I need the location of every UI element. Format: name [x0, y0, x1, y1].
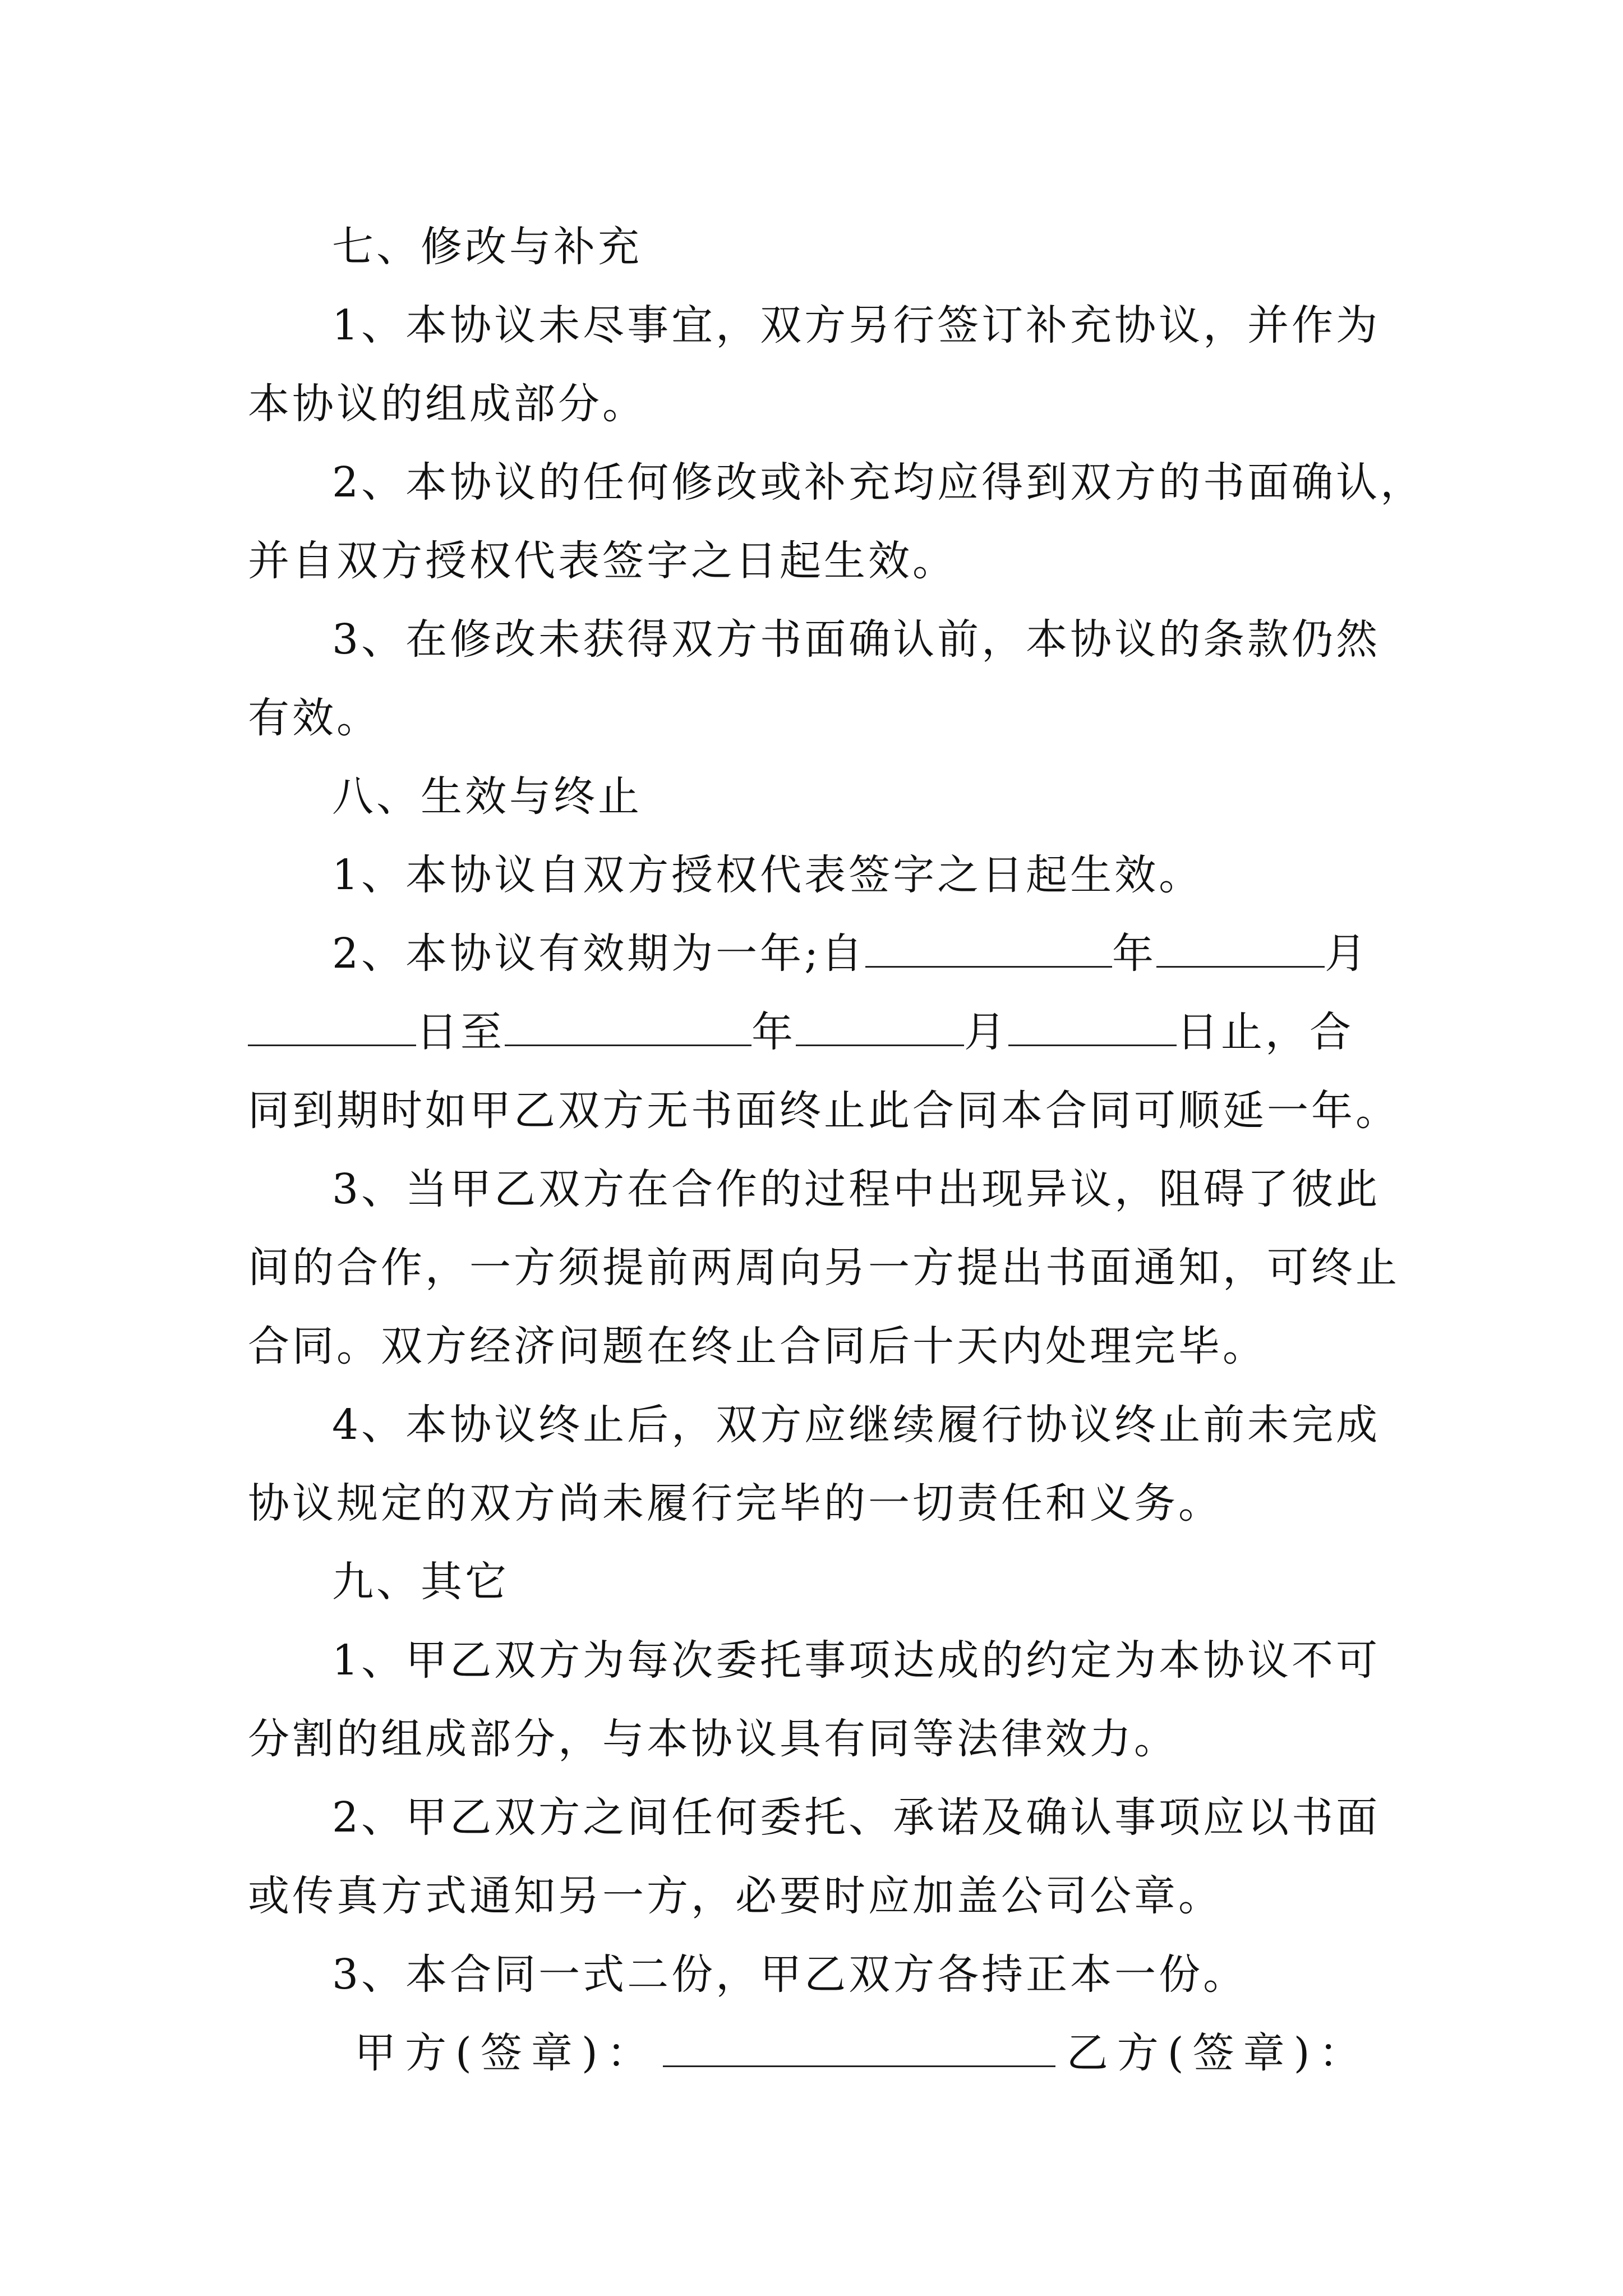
- clause-line: 分割的组成部分，与本协议具有同等法律效力。: [248, 1715, 1178, 1763]
- clause-line: 1、本协议未尽事宜，双方另行签订补充协议，并作为: [332, 301, 1381, 349]
- clause-line: 并自双方授权代表签字之日起生效。: [248, 537, 957, 585]
- clause-line: 或传真方式通知另一方，必要时应加盖公司公章。: [248, 1872, 1223, 1920]
- clause-line: 2、甲乙双方之间任何委托、承诺及确认事项应以书面: [332, 1793, 1381, 1842]
- end-label: 日止，合: [1177, 1008, 1354, 1056]
- clause-line: 2、本协议的任何修改或补充均应得到双方的书面确认，: [332, 458, 1425, 507]
- section-heading-other: 九、其它: [332, 1558, 509, 1606]
- day-to-label: 日至: [416, 1008, 505, 1056]
- clause-line: 1、甲乙双方为每次委托事项达成的约定为本协议不可: [332, 1636, 1381, 1685]
- clause-line: 3、当甲乙双方在合作的过程中出现异议，阻碍了彼此: [332, 1165, 1381, 1213]
- clause-line: 本协议的组成部分。: [248, 380, 647, 428]
- start-month-blank[interactable]: [1156, 928, 1325, 968]
- signature-row: [248, 2014, 1386, 2092]
- term-date-line-2: [248, 993, 1386, 1071]
- party-a-signature-label: 甲方(签章)：: [354, 2029, 657, 2077]
- contract-body: [248, 208, 1425, 2092]
- clause-line: 4、本协议终止后，双方应继续履行协议终止前未完成: [332, 1401, 1381, 1449]
- end-year-blank[interactable]: [505, 1006, 751, 1046]
- clause-line: 3、本合同一式二份，甲乙双方各持正本一份。: [332, 1950, 1248, 1999]
- month-label: 月: [1325, 930, 1370, 978]
- party-b-signature-label: 乙方(签章)：: [1066, 2029, 1370, 2077]
- section-heading-modification: 七、修改与补充: [332, 223, 642, 271]
- clause-line: 1、本协议自双方授权代表签字之日起生效。: [332, 851, 1204, 899]
- clause-line: 协议规定的双方尚未履行完毕的一切责任和义务。: [248, 1479, 1223, 1527]
- end-month-blank[interactable]: [796, 1006, 964, 1046]
- term-date-line-1: [248, 914, 1386, 993]
- month-label: 月: [964, 1008, 1008, 1056]
- year-label: 年: [1112, 930, 1157, 978]
- start-day-blank[interactable]: [248, 1006, 416, 1046]
- end-day-blank[interactable]: [1008, 1006, 1177, 1046]
- term-prefix: 2、本协议有效期为一年;自: [332, 930, 866, 978]
- party-a-signature-blank[interactable]: [663, 2027, 1055, 2067]
- start-year-blank[interactable]: [865, 928, 1112, 968]
- clause-line: 同到期时如甲乙双方无书面终止此合同本合同可顺延一年。: [248, 1087, 1400, 1135]
- section-heading-effect-termination: 八、生效与终止: [332, 772, 642, 821]
- clause-line: 有效。: [248, 694, 381, 742]
- clause-line: 合同。双方经济问题在终止合同后十天内处理完毕。: [248, 1322, 1267, 1370]
- clause-line: 间的合作，一方须提前两周向另一方提出书面通知，可终止: [248, 1244, 1400, 1292]
- clause-line: 3、在修改未获得双方书面确认前，本协议的条款仍然: [332, 615, 1381, 664]
- year-label: 年: [751, 1008, 796, 1056]
